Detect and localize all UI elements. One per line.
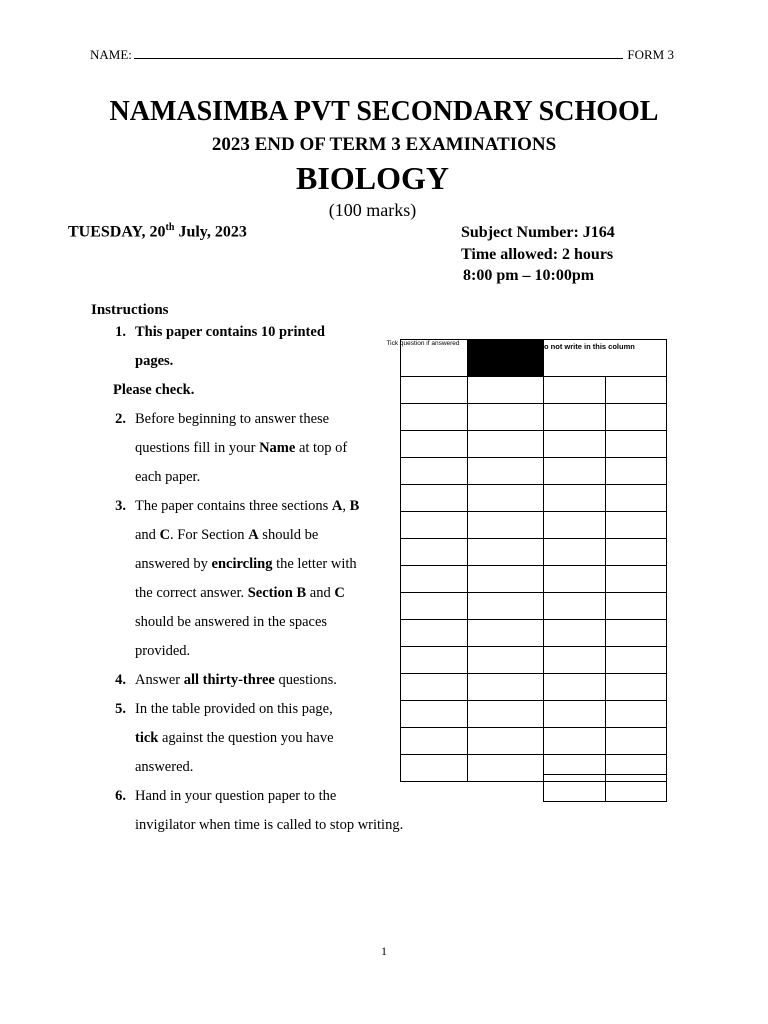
tick-cell[interactable]	[401, 755, 468, 782]
examiner-cell	[606, 377, 667, 404]
instruction-number: 5.	[115, 701, 126, 717]
instruction-line: each paper.	[135, 469, 201, 485]
instruction-line: provided.	[135, 643, 191, 659]
question-cell	[468, 701, 544, 728]
examiner-cell	[606, 431, 667, 458]
question-cell	[468, 728, 544, 755]
instruction-number: 2.	[115, 411, 126, 427]
name-label: NAME:	[90, 47, 132, 62]
form-label: FORM 3	[627, 47, 674, 62]
instruction-line: answered.	[135, 759, 194, 775]
instruction-number: 1.	[115, 324, 126, 340]
instruction-line: In the table provided on this page,	[135, 701, 333, 717]
examiner-cell	[544, 539, 606, 566]
tick-cell[interactable]	[401, 404, 468, 431]
tick-cell[interactable]	[401, 539, 468, 566]
question-cell	[468, 647, 544, 674]
total-marks: (100 marks)	[328, 200, 417, 220]
examiner-cell	[544, 404, 606, 431]
instruction-line: Please check.	[113, 382, 195, 398]
tick-cell[interactable]	[401, 593, 468, 620]
instruction-number: 4.	[115, 672, 126, 688]
examiner-cell	[606, 458, 667, 485]
question-cell	[468, 566, 544, 593]
examiner-cell	[544, 728, 606, 755]
instruction-number: 3.	[115, 498, 126, 514]
instruction-line: invigilator when time is called to stop writing.	[135, 817, 404, 833]
school-name: NAMASIMBA PVT SECONDARY SCHOOL	[109, 96, 659, 127]
instruction-line: should be answered in the spaces	[135, 614, 328, 630]
instruction-line: Answer all thirty-three questions.	[135, 672, 337, 688]
tick-column-header: Tick question if answered	[401, 340, 468, 377]
date-prefix: TUESDAY, 20	[68, 223, 166, 241]
tick-cell[interactable]	[401, 728, 468, 755]
name-field-line	[90, 46, 674, 63]
tick-cell[interactable]	[401, 566, 468, 593]
time-allowed: Time allowed: 2 hours	[461, 245, 614, 263]
instruction-line: Hand in your question paper to the	[135, 788, 337, 804]
instruction-line: This paper contains 10 printed	[135, 324, 325, 340]
examiner-cell	[544, 620, 606, 647]
examiner-cell	[544, 647, 606, 674]
examiner-cell	[544, 701, 606, 728]
question-cell	[468, 377, 544, 404]
subject-title: BIOLOGY	[296, 160, 449, 196]
question-cell	[468, 431, 544, 458]
examiner-cell	[544, 566, 606, 593]
examiner-cell	[544, 674, 606, 701]
question-cell	[468, 620, 544, 647]
examiner-cell	[544, 458, 606, 485]
tick-cell[interactable]	[401, 701, 468, 728]
tick-cell[interactable]	[401, 377, 468, 404]
instruction-line: tick against the question you have	[135, 730, 334, 746]
name-blank[interactable]	[134, 46, 624, 59]
blacked-out-header	[468, 340, 544, 377]
instruction-line: the correct answer. Section B and C	[135, 585, 345, 601]
question-cell	[468, 458, 544, 485]
instruction-line: The paper contains three sections A, B	[135, 498, 360, 514]
tick-cell[interactable]	[401, 620, 468, 647]
subject-number: Subject Number: J164	[461, 224, 615, 241]
examiner-cell	[544, 485, 606, 512]
tick-cell[interactable]	[401, 458, 468, 485]
examiner-cell	[606, 674, 667, 701]
instruction-line: questions fill in your Name at top of	[135, 440, 348, 456]
instruction-line: pages.	[135, 353, 174, 369]
examiner-cell	[606, 566, 667, 593]
examiner-cell	[606, 512, 667, 539]
instruction-number: 6.	[115, 788, 126, 804]
exam-date	[68, 222, 247, 241]
examiner-cell	[606, 620, 667, 647]
instruction-line: Before beginning to answer these	[135, 411, 330, 427]
examiner-cell	[544, 431, 606, 458]
examiner-cell	[606, 485, 667, 512]
question-cell	[468, 512, 544, 539]
tick-cell[interactable]	[401, 431, 468, 458]
question-cell	[468, 404, 544, 431]
examiner-cell	[606, 539, 667, 566]
examiner-cell	[606, 404, 667, 431]
exam-title: 2023 END OF TERM 3 EXAMINATIONS	[211, 134, 557, 155]
total-cell	[544, 775, 606, 802]
examiner-cell	[606, 701, 667, 728]
date-ordinal: th	[165, 222, 175, 233]
instruction-line: and C. For Section A should be	[135, 527, 319, 543]
examiner-cell	[606, 647, 667, 674]
tick-cell[interactable]	[401, 485, 468, 512]
examiner-cell	[606, 593, 667, 620]
question-cell	[468, 485, 544, 512]
examiner-cell	[606, 728, 667, 755]
date-suffix: July, 2023	[174, 223, 247, 241]
question-cell	[468, 755, 544, 782]
question-tick-table	[386, 339, 667, 782]
question-cell	[468, 593, 544, 620]
tick-cell[interactable]	[401, 512, 468, 539]
examiner-cell	[544, 593, 606, 620]
question-cell	[468, 674, 544, 701]
instructions-title: Instructions	[91, 302, 169, 318]
examiner-cell	[544, 377, 606, 404]
total-row-table	[543, 774, 667, 802]
exam-meta	[461, 222, 615, 287]
examiner-column-header: o not write in this column	[544, 340, 667, 377]
page-number: 1	[381, 944, 387, 958]
tick-cell[interactable]	[401, 674, 468, 701]
instruction-line: answered by encircling the letter with	[135, 556, 357, 572]
total-cell	[606, 775, 667, 802]
examiner-cell	[544, 512, 606, 539]
tick-cell[interactable]	[401, 647, 468, 674]
question-cell	[468, 539, 544, 566]
time-range: 8:00 pm – 10:00pm	[463, 267, 595, 284]
